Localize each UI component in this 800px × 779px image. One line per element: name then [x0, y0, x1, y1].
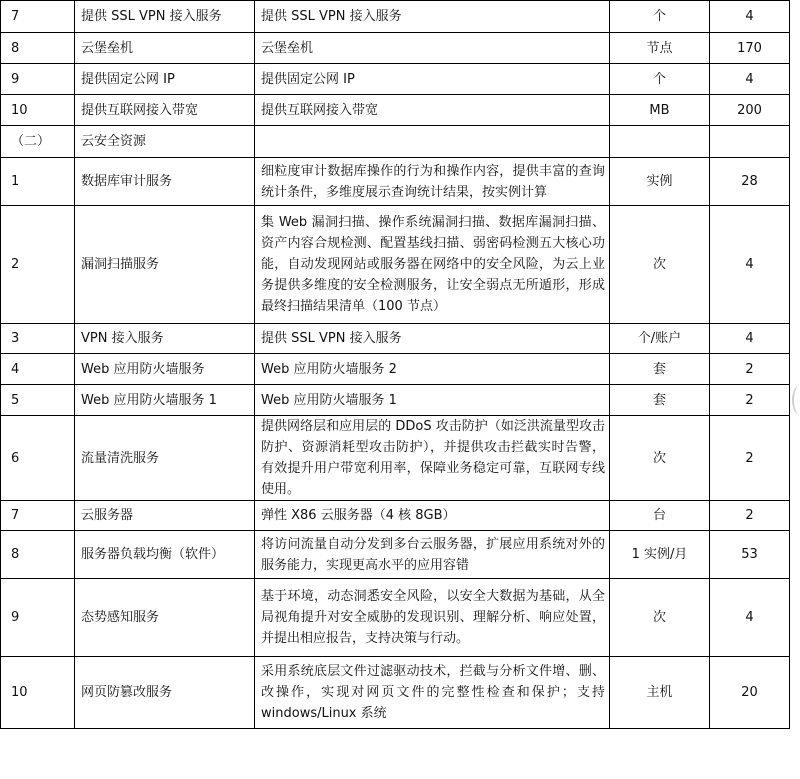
cell-name: 服务器负载均衡（软件） — [75, 531, 255, 579]
cell-description: Web 应用防火墙服务 1 — [255, 385, 610, 416]
cell-name: 云服务器 — [75, 501, 255, 531]
cell-no: 2 — [1, 206, 75, 324]
cell-quantity: 53 — [710, 531, 790, 579]
cell-quantity: 4 — [710, 206, 790, 324]
cell-description: 弹性 X86 云服务器（4 核 8GB） — [255, 501, 610, 531]
cell-no: 5 — [1, 385, 75, 416]
cell-description: 提供 SSL VPN 接入服务 — [255, 324, 610, 354]
cell-description: 采用系统底层文件过滤驱动技术，拦截与分析文件增、删、改操作，实现对网页文件的完整性检查和保护；支持 windows/Linux 系统 — [255, 657, 610, 729]
cell-no: 7 — [1, 501, 75, 531]
cell-no: （二） — [1, 126, 75, 158]
cell-name: 提供固定公网 IP — [75, 64, 255, 95]
cell-name: 云安全资源 — [75, 126, 255, 158]
cell-unit: 次 — [610, 579, 710, 657]
cell-unit: 次 — [610, 206, 710, 324]
cell-description: 提供固定公网 IP — [255, 64, 610, 95]
cell-unit: 套 — [610, 354, 710, 385]
cell-quantity: 200 — [710, 95, 790, 126]
page-edge-shadow — [792, 385, 800, 415]
cell-description: Web 应用防火墙服务 2 — [255, 354, 610, 385]
cell-description: 提供互联网接入带宽 — [255, 95, 610, 126]
table-row — [1, 501, 790, 531]
cell-unit: MB — [610, 95, 710, 126]
cell-description: 云堡垒机 — [255, 33, 610, 64]
cell-no: 4 — [1, 354, 75, 385]
cell-no: 8 — [1, 531, 75, 579]
cell-quantity: 170 — [710, 33, 790, 64]
table-row — [1, 579, 790, 657]
cell-name: Web 应用防火墙服务 1 — [75, 385, 255, 416]
cell-no: 9 — [1, 579, 75, 657]
cell-name: 流量清洗服务 — [75, 416, 255, 501]
cell-name: 网页防篡改服务 — [75, 657, 255, 729]
cell-quantity: 2 — [710, 501, 790, 531]
table-row — [1, 206, 790, 324]
cell-description: 提供 SSL VPN 接入服务 — [255, 1, 610, 33]
cell-description: 提供网络层和应用层的 DDoS 攻击防护（如泛洪流量型攻击防护、资源消耗型攻击防护），并提供攻击拦截实时告警，有效提升用户带宽利用率，保障业务稳定可靠，互联网专线使用。 — [255, 416, 610, 501]
resource-table-body — [1, 1, 790, 729]
cell-description: 细粒度审计数据库操作的行为和操作内容，提供丰富的查询统计条件，多维度展示查询统计结果，按实例计算 — [255, 158, 610, 206]
table-row — [1, 126, 790, 158]
cell-no: 10 — [1, 95, 75, 126]
cell-unit: 次 — [610, 416, 710, 501]
table-row — [1, 158, 790, 206]
cell-quantity: 20 — [710, 657, 790, 729]
table-row — [1, 1, 790, 33]
table-row — [1, 531, 790, 579]
cell-no: 8 — [1, 33, 75, 64]
cell-quantity — [710, 126, 790, 158]
cell-unit: 个 — [610, 1, 710, 33]
cell-name: 提供 SSL VPN 接入服务 — [75, 1, 255, 33]
cell-unit: 实例 — [610, 158, 710, 206]
cell-name: 数据库审计服务 — [75, 158, 255, 206]
cell-no: 7 — [1, 1, 75, 33]
cell-quantity: 4 — [710, 579, 790, 657]
cell-quantity: 28 — [710, 158, 790, 206]
cell-no: 10 — [1, 657, 75, 729]
cell-unit: 个/账户 — [610, 324, 710, 354]
cell-description: 集 Web 漏洞扫描、操作系统漏洞扫描、数据库漏洞扫描、资产内容合规检测、配置基线扫描、弱密码检测五大核心功能，自动发现网站或服务器在网络中的安全风险，为云上业务提供多维度的安全检测服务，让安全弱点无所遁形，形成最终扫描结果清单（100 节点） — [255, 206, 610, 324]
cell-quantity: 2 — [710, 416, 790, 501]
table-row — [1, 354, 790, 385]
cell-quantity: 4 — [710, 64, 790, 95]
table-row — [1, 95, 790, 126]
cell-quantity: 2 — [710, 385, 790, 416]
cell-name: Web 应用防火墙服务 — [75, 354, 255, 385]
cell-no: 3 — [1, 324, 75, 354]
cell-unit: 1 实例/月 — [610, 531, 710, 579]
cell-name: 态势感知服务 — [75, 579, 255, 657]
table-row — [1, 33, 790, 64]
cell-name: VPN 接入服务 — [75, 324, 255, 354]
cell-unit: 主机 — [610, 657, 710, 729]
cell-name: 提供互联网接入带宽 — [75, 95, 255, 126]
cell-name: 云堡垒机 — [75, 33, 255, 64]
cell-unit: 套 — [610, 385, 710, 416]
cell-no: 6 — [1, 416, 75, 501]
cell-no: 1 — [1, 158, 75, 206]
cell-unit: 台 — [610, 501, 710, 531]
cell-unit: 个 — [610, 64, 710, 95]
cell-name: 漏洞扫描服务 — [75, 206, 255, 324]
cell-unit — [610, 126, 710, 158]
table-row — [1, 324, 790, 354]
table-row — [1, 64, 790, 95]
cell-quantity: 4 — [710, 1, 790, 33]
table-row — [1, 416, 790, 501]
cell-unit: 节点 — [610, 33, 710, 64]
table-row — [1, 385, 790, 416]
cell-quantity: 2 — [710, 354, 790, 385]
cell-description — [255, 126, 610, 158]
cell-description: 将访问流量自动分发到多台云服务器，扩展应用系统对外的服务能力，实现更高水平的应用容错 — [255, 531, 610, 579]
cell-quantity: 4 — [710, 324, 790, 354]
cell-no: 9 — [1, 64, 75, 95]
cell-description: 基于环境，动态洞悉安全风险，以安全大数据为基础，从全局视角提升对安全威胁的发现识别、理解分析、响应处置，并提出相应报告，支持决策与行动。 — [255, 579, 610, 657]
table-row — [1, 657, 790, 729]
